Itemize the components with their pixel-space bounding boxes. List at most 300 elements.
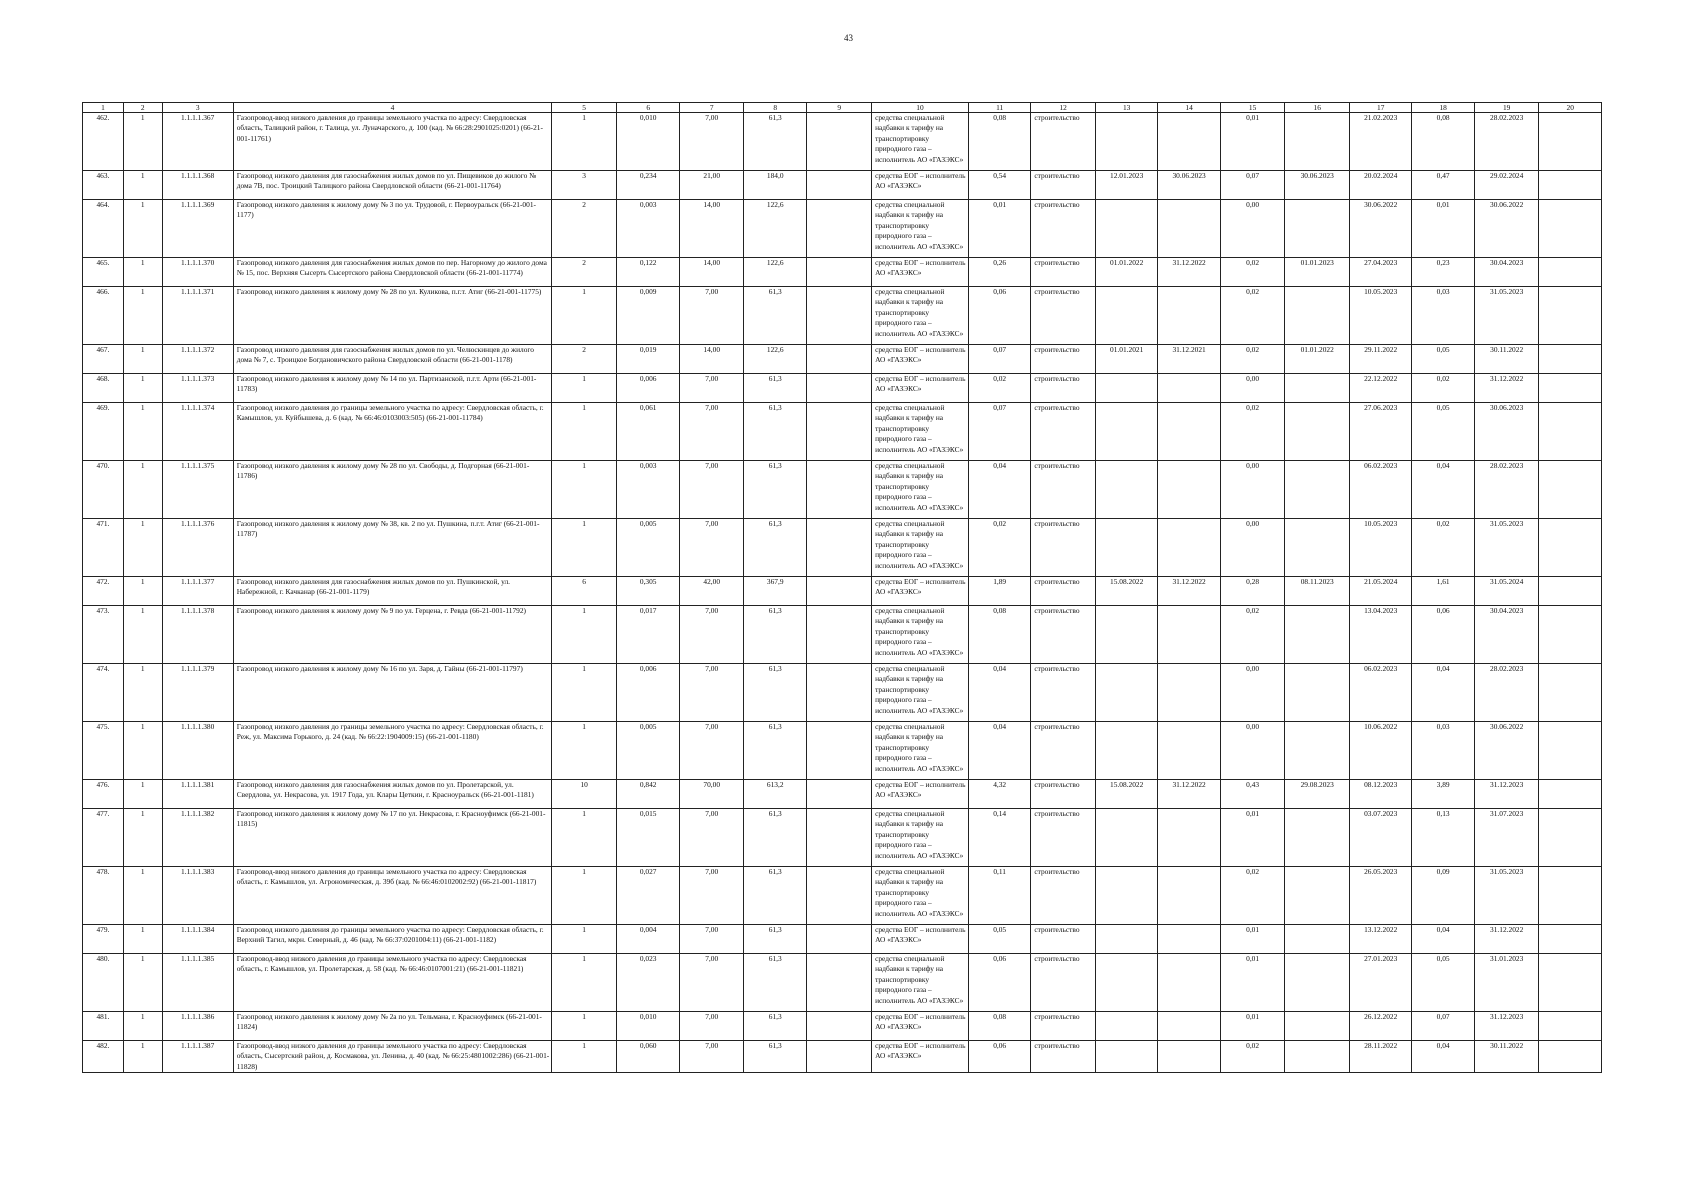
funding-source: средства ЕОГ – исполнитель АО «ГАЗЭКС» xyxy=(872,1012,969,1041)
start-date xyxy=(1095,200,1157,258)
col-2: 1 xyxy=(123,809,162,867)
commission-date: 20.02.2024 xyxy=(1349,171,1411,200)
length-km: 0,019 xyxy=(616,345,680,374)
end-date xyxy=(1158,200,1220,258)
table-row xyxy=(83,925,1602,954)
col-18: 0,05 xyxy=(1412,345,1474,374)
row-number: 472. xyxy=(83,577,124,606)
col-9 xyxy=(807,577,872,606)
col-7: 42,00 xyxy=(680,577,744,606)
end-date xyxy=(1158,954,1220,1012)
completion-date: 29.02.2024 xyxy=(1474,171,1539,200)
col-18: 0,01 xyxy=(1412,200,1474,258)
end-date: 30.06.2023 xyxy=(1158,171,1220,200)
col-8: 61,3 xyxy=(743,1012,807,1041)
completion-date: 31.12.2022 xyxy=(1474,925,1539,954)
length-km: 0,017 xyxy=(616,606,680,664)
col-11: 0,02 xyxy=(968,519,1030,577)
col-15: 0,02 xyxy=(1220,1041,1285,1073)
col-16: 29.08.2023 xyxy=(1285,780,1350,809)
commission-date: 10.05.2023 xyxy=(1349,287,1411,345)
col-18: 0,04 xyxy=(1412,925,1474,954)
column-header-4: 4 xyxy=(233,103,552,113)
start-date xyxy=(1095,287,1157,345)
object-description: Газопровод низкого давления до границы земельного участка по адресу: Свердловская область, г. Реж, ул. Максима Горького, д. 24 (кад. № 66:22:1904009:15) (66-21-001-1180) xyxy=(233,722,552,780)
completion-date: 31.05.2024 xyxy=(1474,577,1539,606)
col-5: 1 xyxy=(552,925,617,954)
object-description: Газопровод низкого давления для газоснабжения жилых домов по ул. Пищевиков до жилого № дома 7В, пос. Троицкий Талицкого района Свердловской области (66-21-001-11764) xyxy=(233,171,552,200)
col-2: 1 xyxy=(123,345,162,374)
table-row xyxy=(83,867,1602,925)
length-km: 0,842 xyxy=(616,780,680,809)
col-8: 61,3 xyxy=(743,519,807,577)
item-code: 1.1.1.1.369 xyxy=(162,200,233,258)
col-7: 7,00 xyxy=(680,519,744,577)
work-type: строительство xyxy=(1031,664,1096,722)
col-2: 1 xyxy=(123,287,162,345)
col-20 xyxy=(1539,664,1602,722)
item-code: 1.1.1.1.382 xyxy=(162,809,233,867)
col-9 xyxy=(807,345,872,374)
start-date xyxy=(1095,403,1157,461)
funding-source: средства специальной надбавки к тарифу на транспортировку природного газа – исполнитель АО «ГАЗЭКС» xyxy=(872,519,969,577)
length-km: 0,023 xyxy=(616,954,680,1012)
col-11: 0,11 xyxy=(968,867,1030,925)
col-15: 0,01 xyxy=(1220,925,1285,954)
object-description: Газопровод низкого давления к жилому дому № 14 по ул. Партизанской, п.г.т. Арти (66-21-001-11783) xyxy=(233,374,552,403)
col-16 xyxy=(1285,1041,1350,1073)
column-header-8: 8 xyxy=(743,103,807,113)
end-date xyxy=(1158,461,1220,519)
funding-source: средства ЕОГ – исполнитель АО «ГАЗЭКС» xyxy=(872,171,969,200)
col-18: 0,04 xyxy=(1412,664,1474,722)
object-description: Газопровод-ввод низкого давления до границы земельного участка по адресу: Свердловская область, Сысертский район, д. Космакова, ул. Ленина, д. 40 (кад. № 66:25:4801002:286) (66-21-001-11828) xyxy=(233,1041,552,1073)
start-date: 12.01.2023 xyxy=(1095,171,1157,200)
col-16 xyxy=(1285,200,1350,258)
col-16 xyxy=(1285,1012,1350,1041)
column-header-13: 13 xyxy=(1095,103,1157,113)
completion-date: 28.02.2023 xyxy=(1474,664,1539,722)
commission-date: 10.06.2022 xyxy=(1349,722,1411,780)
col-15: 0,28 xyxy=(1220,577,1285,606)
col-2: 1 xyxy=(123,519,162,577)
completion-date: 30.11.2022 xyxy=(1474,1041,1539,1073)
col-7: 7,00 xyxy=(680,113,744,171)
commission-date: 29.11.2022 xyxy=(1349,345,1411,374)
col-15: 0,01 xyxy=(1220,113,1285,171)
object-description: Газопровод низкого давления для газоснабжения жилых домов по пер. Нагорному до жилого дома № 15, пос. Верхняя Сысерть Сысертского района Свердловской области (66-21-001-11774) xyxy=(233,258,552,287)
commission-date: 26.12.2022 xyxy=(1349,1012,1411,1041)
col-15: 0,00 xyxy=(1220,519,1285,577)
row-number: 467. xyxy=(83,345,124,374)
col-11: 0,07 xyxy=(968,403,1030,461)
column-header-12: 12 xyxy=(1031,103,1096,113)
item-code: 1.1.1.1.371 xyxy=(162,287,233,345)
work-type: строительство xyxy=(1031,867,1096,925)
completion-date: 30.06.2023 xyxy=(1474,403,1539,461)
column-header-9: 9 xyxy=(807,103,872,113)
work-type: строительство xyxy=(1031,461,1096,519)
col-2: 1 xyxy=(123,113,162,171)
commission-date: 26.05.2023 xyxy=(1349,867,1411,925)
col-8: 61,3 xyxy=(743,1041,807,1073)
col-20 xyxy=(1539,867,1602,925)
col-20 xyxy=(1539,1041,1602,1073)
funding-source: средства специальной надбавки к тарифу на транспортировку природного газа – исполнитель АО «ГАЗЭКС» xyxy=(872,809,969,867)
col-9 xyxy=(807,461,872,519)
object-description: Газопровод низкого давления к жилому дому № 9 по ул. Герцена, г. Ревда (66-21-001-11792) xyxy=(233,606,552,664)
col-9 xyxy=(807,1012,872,1041)
col-2: 1 xyxy=(123,577,162,606)
col-16 xyxy=(1285,664,1350,722)
col-2: 1 xyxy=(123,1041,162,1073)
object-description: Газопровод низкого давления к жилому дому № 17 по ул. Некрасова, г. Красноуфимск (66-21-001-11815) xyxy=(233,809,552,867)
funding-source: средства ЕОГ – исполнитель АО «ГАЗЭКС» xyxy=(872,577,969,606)
length-km: 0,061 xyxy=(616,403,680,461)
commission-date: 27.01.2023 xyxy=(1349,954,1411,1012)
col-15: 0,00 xyxy=(1220,374,1285,403)
table-row xyxy=(83,780,1602,809)
item-code: 1.1.1.1.383 xyxy=(162,867,233,925)
col-7: 7,00 xyxy=(680,461,744,519)
col-20 xyxy=(1539,809,1602,867)
col-11: 0,06 xyxy=(968,1041,1030,1073)
work-type: строительство xyxy=(1031,345,1096,374)
col-15: 0,07 xyxy=(1220,171,1285,200)
object-description: Газопровод низкого давления к жилому дому № 2а по ул. Тельмана, г. Красноуфимск (66-21-001-11824) xyxy=(233,1012,552,1041)
col-9 xyxy=(807,664,872,722)
col-5: 1 xyxy=(552,722,617,780)
col-18: 0,47 xyxy=(1412,171,1474,200)
col-7: 7,00 xyxy=(680,722,744,780)
col-16 xyxy=(1285,374,1350,403)
length-km: 0,009 xyxy=(616,287,680,345)
table-row xyxy=(83,374,1602,403)
col-8: 61,3 xyxy=(743,867,807,925)
col-18: 0,07 xyxy=(1412,1012,1474,1041)
col-9 xyxy=(807,519,872,577)
object-description: Газопровод низкого давления к жилому дому № 3 по ул. Трудовой, г. Первоуральск (66-21-001-1177) xyxy=(233,200,552,258)
col-7: 7,00 xyxy=(680,403,744,461)
col-15: 0,43 xyxy=(1220,780,1285,809)
col-8: 61,3 xyxy=(743,664,807,722)
completion-date: 30.06.2022 xyxy=(1474,200,1539,258)
col-9 xyxy=(807,809,872,867)
end-date xyxy=(1158,867,1220,925)
completion-date: 31.12.2023 xyxy=(1474,1012,1539,1041)
col-8: 61,3 xyxy=(743,954,807,1012)
funding-source: средства ЕОГ – исполнитель АО «ГАЗЭКС» xyxy=(872,925,969,954)
col-8: 61,3 xyxy=(743,925,807,954)
col-20 xyxy=(1539,403,1602,461)
end-date xyxy=(1158,664,1220,722)
length-km: 0,003 xyxy=(616,461,680,519)
col-7: 7,00 xyxy=(680,954,744,1012)
col-11: 4,32 xyxy=(968,780,1030,809)
col-7: 7,00 xyxy=(680,925,744,954)
row-number: 482. xyxy=(83,1041,124,1073)
col-15: 0,02 xyxy=(1220,258,1285,287)
col-8: 61,3 xyxy=(743,606,807,664)
column-header-19: 19 xyxy=(1474,103,1539,113)
end-date xyxy=(1158,606,1220,664)
work-type: строительство xyxy=(1031,374,1096,403)
table-row xyxy=(83,287,1602,345)
col-15: 0,00 xyxy=(1220,722,1285,780)
col-11: 0,07 xyxy=(968,345,1030,374)
end-date xyxy=(1158,1041,1220,1073)
completion-date: 31.07.2023 xyxy=(1474,809,1539,867)
col-11: 0,01 xyxy=(968,200,1030,258)
length-km: 0,006 xyxy=(616,374,680,403)
column-header-20: 20 xyxy=(1539,103,1602,113)
table-row xyxy=(83,461,1602,519)
col-9 xyxy=(807,113,872,171)
col-20 xyxy=(1539,954,1602,1012)
col-8: 613,2 xyxy=(743,780,807,809)
work-type: строительство xyxy=(1031,577,1096,606)
col-15: 0,02 xyxy=(1220,287,1285,345)
col-9 xyxy=(807,287,872,345)
funding-source: средства специальной надбавки к тарифу на транспортировку природного газа – исполнитель АО «ГАЗЭКС» xyxy=(872,113,969,171)
funding-source: средства специальной надбавки к тарифу на транспортировку природного газа – исполнитель АО «ГАЗЭКС» xyxy=(872,606,969,664)
row-number: 481. xyxy=(83,1012,124,1041)
table-row xyxy=(83,345,1602,374)
col-18: 3,89 xyxy=(1412,780,1474,809)
col-16 xyxy=(1285,925,1350,954)
col-18: 0,08 xyxy=(1412,113,1474,171)
completion-date: 30.06.2022 xyxy=(1474,722,1539,780)
end-date xyxy=(1158,403,1220,461)
funding-source: средства ЕОГ – исполнитель АО «ГАЗЭКС» xyxy=(872,1041,969,1073)
start-date xyxy=(1095,1041,1157,1073)
start-date xyxy=(1095,374,1157,403)
table-row xyxy=(83,403,1602,461)
start-date xyxy=(1095,722,1157,780)
start-date: 15.08.2022 xyxy=(1095,780,1157,809)
col-20 xyxy=(1539,258,1602,287)
commission-date: 06.02.2023 xyxy=(1349,461,1411,519)
col-5: 1 xyxy=(552,461,617,519)
row-number: 464. xyxy=(83,200,124,258)
col-2: 1 xyxy=(123,954,162,1012)
table-row xyxy=(83,519,1602,577)
col-9 xyxy=(807,200,872,258)
col-7: 7,00 xyxy=(680,1041,744,1073)
start-date xyxy=(1095,809,1157,867)
col-18: 0,04 xyxy=(1412,461,1474,519)
col-7: 70,00 xyxy=(680,780,744,809)
work-type: строительство xyxy=(1031,809,1096,867)
item-code: 1.1.1.1.376 xyxy=(162,519,233,577)
funding-source: средства специальной надбавки к тарифу на транспортировку природного газа – исполнитель АО «ГАЗЭКС» xyxy=(872,200,969,258)
col-15: 0,02 xyxy=(1220,345,1285,374)
col-8: 61,3 xyxy=(743,374,807,403)
completion-date: 28.02.2023 xyxy=(1474,461,1539,519)
item-code: 1.1.1.1.380 xyxy=(162,722,233,780)
work-type: строительство xyxy=(1031,113,1096,171)
col-2: 1 xyxy=(123,1012,162,1041)
col-11: 0,04 xyxy=(968,722,1030,780)
start-date xyxy=(1095,867,1157,925)
row-number: 469. xyxy=(83,403,124,461)
row-number: 471. xyxy=(83,519,124,577)
completion-date: 31.01.2023 xyxy=(1474,954,1539,1012)
col-16 xyxy=(1285,461,1350,519)
item-code: 1.1.1.1.374 xyxy=(162,403,233,461)
work-type: строительство xyxy=(1031,258,1096,287)
work-type: строительство xyxy=(1031,200,1096,258)
col-15: 0,00 xyxy=(1220,664,1285,722)
funding-source: средства ЕОГ – исполнитель АО «ГАЗЭКС» xyxy=(872,780,969,809)
object-description: Газопровод низкого давления для газоснабжения жилых домов по ул. Пролетарской, ул. Свердлова, ул. Некрасова, ул. 1917 Года, ул. Клары Цеткин, г. Красноуральск (66-21-001-1181) xyxy=(233,780,552,809)
col-16 xyxy=(1285,519,1350,577)
col-9 xyxy=(807,925,872,954)
object-description: Газопровод низкого давления к жилому дому № 28 по ул. Куликова, п.г.т. Атиг (66-21-001-11775) xyxy=(233,287,552,345)
length-km: 0,003 xyxy=(616,200,680,258)
work-type: строительство xyxy=(1031,1041,1096,1073)
col-18: 0,05 xyxy=(1412,954,1474,1012)
row-number: 477. xyxy=(83,809,124,867)
table-row xyxy=(83,954,1602,1012)
funding-source: средства специальной надбавки к тарифу на транспортировку природного газа – исполнитель АО «ГАЗЭКС» xyxy=(872,287,969,345)
start-date: 01.01.2021 xyxy=(1095,345,1157,374)
object-description: Газопровод низкого давления до границы земельного участка по адресу: Свердловская область, г. Камышлов, ул. Куйбышева, д. 6 (кад. № 66:46:0103003:505) (66-21-001-11784) xyxy=(233,403,552,461)
col-11: 0,05 xyxy=(968,925,1030,954)
funding-source: средства специальной надбавки к тарифу на транспортировку природного газа – исполнитель АО «ГАЗЭКС» xyxy=(872,403,969,461)
length-km: 0,004 xyxy=(616,925,680,954)
col-20 xyxy=(1539,345,1602,374)
col-20 xyxy=(1539,780,1602,809)
funding-source: средства ЕОГ – исполнитель АО «ГАЗЭКС» xyxy=(872,345,969,374)
object-description: Газопровод низкого давления к жилому дому № 16 по ул. Заря, д. Гайны (66-21-001-11797) xyxy=(233,664,552,722)
commission-date: 28.11.2022 xyxy=(1349,1041,1411,1073)
object-description: Газопровод-ввод низкого давления до границы земельного участка по адресу: Свердловская область, г. Камышлов, ул. Пролетарская, д. 58 (кад. № 66:46:0107001:21) (66-21-001-11821) xyxy=(233,954,552,1012)
col-7: 21,00 xyxy=(680,171,744,200)
page-number: 43 xyxy=(844,33,853,43)
col-9 xyxy=(807,722,872,780)
start-date xyxy=(1095,954,1157,1012)
col-20 xyxy=(1539,519,1602,577)
end-date xyxy=(1158,1012,1220,1041)
end-date: 31.12.2022 xyxy=(1158,258,1220,287)
col-5: 1 xyxy=(552,374,617,403)
row-number: 473. xyxy=(83,606,124,664)
length-km: 0,060 xyxy=(616,1041,680,1073)
object-description: Газопровод низкого давления к жилому дому № 38, кв. 2 по ул. Пушкина, п.г.т. Атиг (66-21-001-11787) xyxy=(233,519,552,577)
col-20 xyxy=(1539,606,1602,664)
col-20 xyxy=(1539,1012,1602,1041)
col-20 xyxy=(1539,577,1602,606)
column-header-17: 17 xyxy=(1349,103,1411,113)
col-11: 0,08 xyxy=(968,606,1030,664)
col-9 xyxy=(807,954,872,1012)
col-2: 1 xyxy=(123,258,162,287)
object-description: Газопровод низкого давления до границы земельного участка по адресу: Свердловская область, г. Верхний Тагил, мкрн. Северный, д. 46 (кад. № 66:37:0201004:11) (66-21-001-1182) xyxy=(233,925,552,954)
item-code: 1.1.1.1.370 xyxy=(162,258,233,287)
funding-source: средства ЕОГ – исполнитель АО «ГАЗЭКС» xyxy=(872,374,969,403)
col-11: 0,02 xyxy=(968,374,1030,403)
col-5: 1 xyxy=(552,809,617,867)
col-18: 0,06 xyxy=(1412,606,1474,664)
object-description: Газопровод-ввод низкого давления до границы земельного участка по адресу: Свердловская область, г. Камышлов, ул. Агрономическая, д. 39б (кад. № 66:46:0102002:92) (66-21-001-11817) xyxy=(233,867,552,925)
length-km: 0,305 xyxy=(616,577,680,606)
col-2: 1 xyxy=(123,925,162,954)
col-20 xyxy=(1539,461,1602,519)
col-20 xyxy=(1539,113,1602,171)
col-5: 10 xyxy=(552,780,617,809)
end-date xyxy=(1158,722,1220,780)
length-km: 0,005 xyxy=(616,722,680,780)
table-row xyxy=(83,200,1602,258)
commission-date: 13.04.2023 xyxy=(1349,606,1411,664)
col-5: 1 xyxy=(552,1041,617,1073)
completion-date: 31.05.2023 xyxy=(1474,287,1539,345)
length-km: 0,234 xyxy=(616,171,680,200)
table-row xyxy=(83,577,1602,606)
col-2: 1 xyxy=(123,200,162,258)
col-7: 14,00 xyxy=(680,345,744,374)
completion-date: 31.05.2023 xyxy=(1474,867,1539,925)
item-code: 1.1.1.1.368 xyxy=(162,171,233,200)
commission-date: 06.02.2023 xyxy=(1349,664,1411,722)
column-header-5: 5 xyxy=(552,103,617,113)
table-row xyxy=(83,1012,1602,1041)
col-5: 1 xyxy=(552,403,617,461)
row-number: 474. xyxy=(83,664,124,722)
col-7: 14,00 xyxy=(680,258,744,287)
start-date: 01.01.2022 xyxy=(1095,258,1157,287)
col-8: 367,9 xyxy=(743,577,807,606)
col-8: 184,0 xyxy=(743,171,807,200)
start-date: 15.08.2022 xyxy=(1095,577,1157,606)
table-row xyxy=(83,606,1602,664)
col-11: 0,04 xyxy=(968,461,1030,519)
col-5: 2 xyxy=(552,200,617,258)
col-11: 0,08 xyxy=(968,1012,1030,1041)
col-5: 1 xyxy=(552,867,617,925)
end-date: 31.12.2022 xyxy=(1158,577,1220,606)
col-16 xyxy=(1285,113,1350,171)
col-20 xyxy=(1539,374,1602,403)
length-km: 0,010 xyxy=(616,113,680,171)
commission-date: 21.05.2024 xyxy=(1349,577,1411,606)
col-20 xyxy=(1539,925,1602,954)
col-18: 0,02 xyxy=(1412,519,1474,577)
commission-date: 03.07.2023 xyxy=(1349,809,1411,867)
work-type: строительство xyxy=(1031,403,1096,461)
col-2: 1 xyxy=(123,664,162,722)
column-header-11: 11 xyxy=(968,103,1030,113)
commission-date: 10.05.2023 xyxy=(1349,519,1411,577)
col-5: 6 xyxy=(552,577,617,606)
funding-source: средства специальной надбавки к тарифу на транспортировку природного газа – исполнитель АО «ГАЗЭКС» xyxy=(872,722,969,780)
col-9 xyxy=(807,258,872,287)
item-code: 1.1.1.1.385 xyxy=(162,954,233,1012)
col-15: 0,02 xyxy=(1220,867,1285,925)
col-15: 0,01 xyxy=(1220,954,1285,1012)
table-row xyxy=(83,1041,1602,1073)
col-16 xyxy=(1285,606,1350,664)
funding-source: средства ЕОГ – исполнитель АО «ГАЗЭКС» xyxy=(872,258,969,287)
length-km: 0,015 xyxy=(616,809,680,867)
col-16 xyxy=(1285,954,1350,1012)
table-row xyxy=(83,171,1602,200)
col-9 xyxy=(807,171,872,200)
row-number: 476. xyxy=(83,780,124,809)
col-2: 1 xyxy=(123,780,162,809)
end-date: 31.12.2022 xyxy=(1158,780,1220,809)
